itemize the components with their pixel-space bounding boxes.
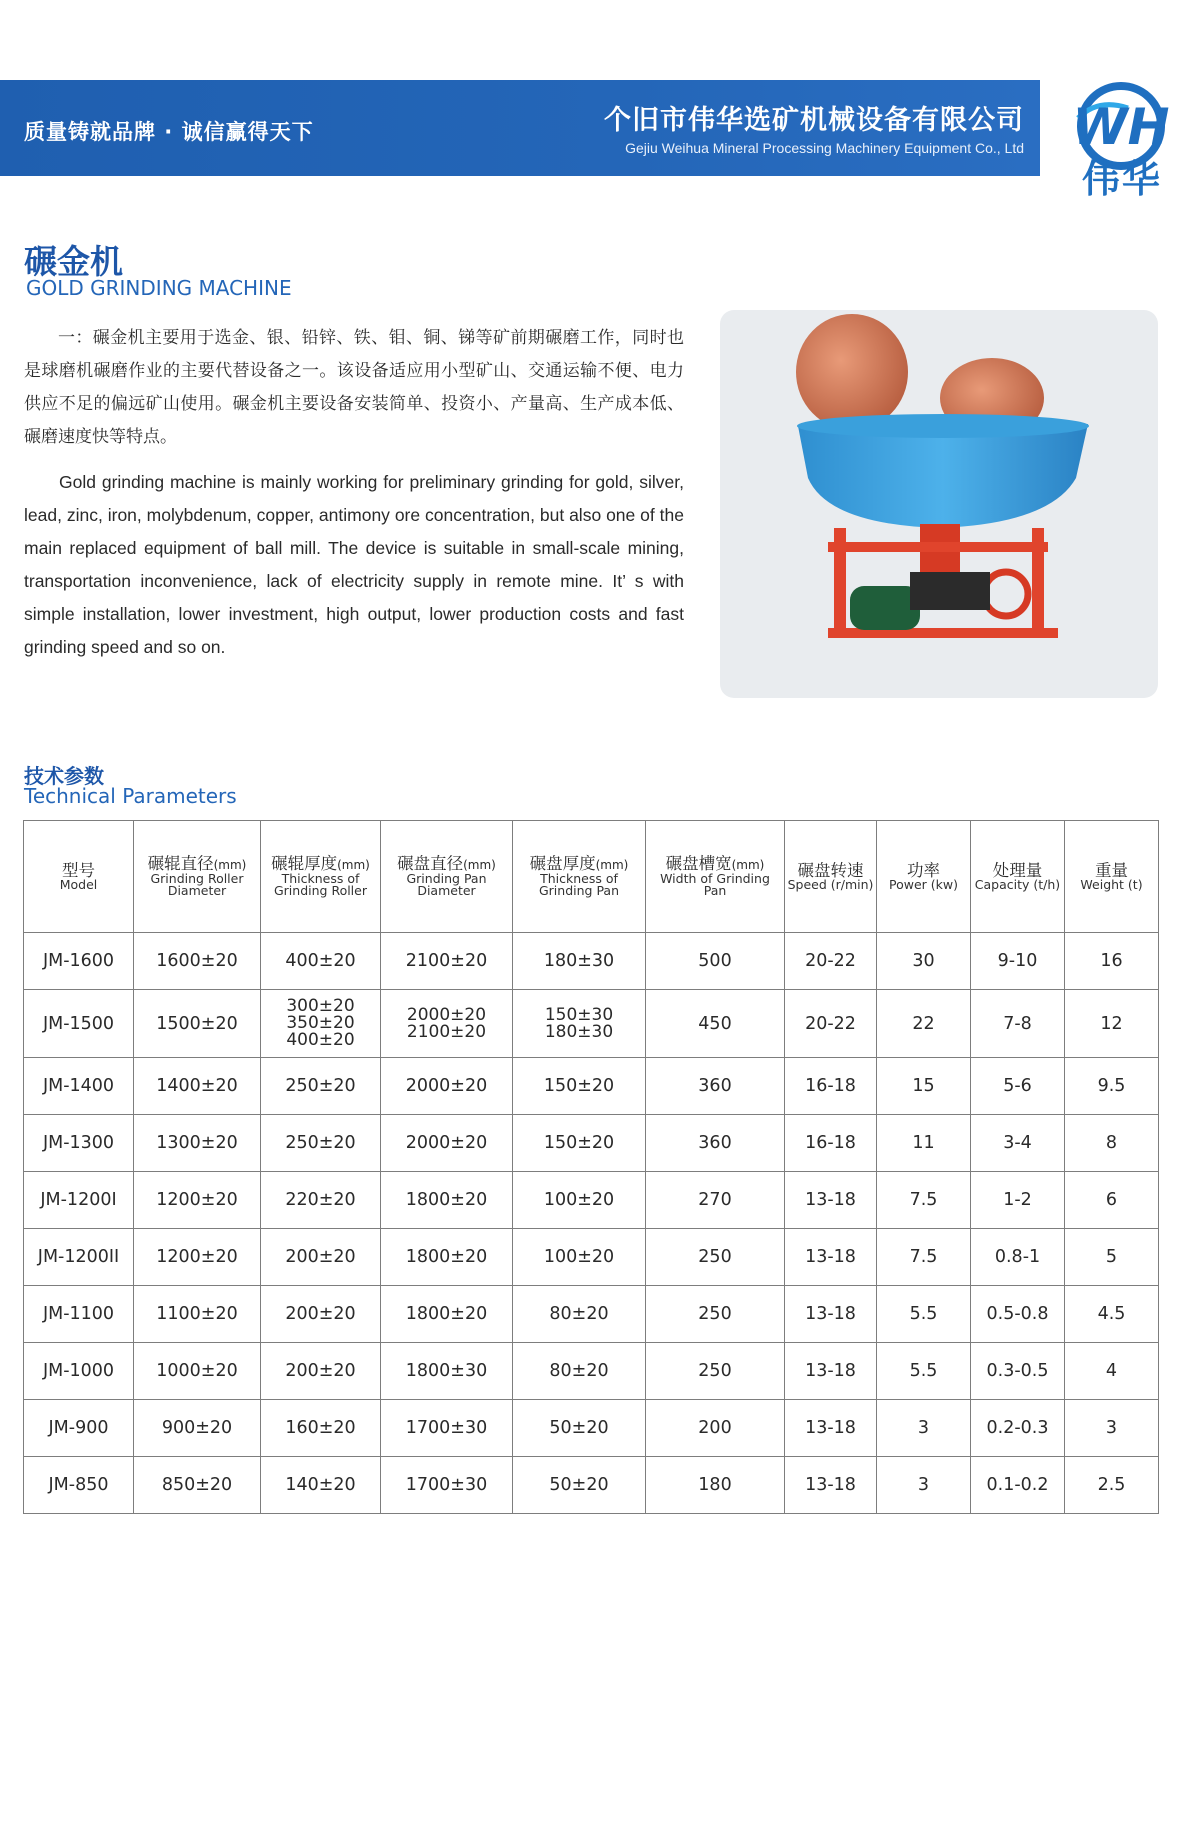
table-cell: 3 — [877, 1400, 971, 1457]
table-cell: 500 — [646, 933, 785, 990]
column-header — [134, 821, 261, 933]
column-header — [877, 821, 971, 933]
column-header-cn: 重量 — [1095, 860, 1128, 880]
table-cell: 200±20 — [261, 1343, 381, 1400]
column-header — [24, 821, 134, 933]
table-row — [24, 1343, 1159, 1400]
table-cell: 7-8 — [971, 990, 1065, 1058]
table-cell: 5-6 — [971, 1058, 1065, 1115]
column-header — [381, 821, 513, 933]
column-header-cn: 碾辊直径(mm) — [147, 854, 247, 873]
table-cell: 0.3-0.5 — [971, 1343, 1065, 1400]
column-header — [646, 821, 785, 933]
table-cell: 200±20 — [261, 1229, 381, 1286]
table-cell — [381, 990, 513, 1058]
grinding-machine-illustration — [720, 310, 1158, 698]
table-cell: 1800±20 — [381, 1286, 513, 1343]
table-row — [24, 933, 1159, 990]
table-cell — [261, 990, 381, 1058]
table-cell: 180±30 — [513, 933, 646, 990]
table-cell: 9-10 — [971, 933, 1065, 990]
table-cell: 250±20 — [261, 1115, 381, 1172]
table-cell: 3-4 — [971, 1115, 1065, 1172]
table-cell: 2000±20 — [381, 1058, 513, 1115]
table-cell: 0.8-1 — [971, 1229, 1065, 1286]
table-cell: 9.5 — [1065, 1058, 1159, 1115]
table-cell: JM-1200I — [24, 1172, 134, 1229]
column-header-en: Thickness of Grinding Roller — [273, 871, 367, 898]
column-header-en: Grinding Roller Diameter — [150, 871, 244, 898]
column-header-en: Width of Grinding Pan — [660, 871, 770, 898]
company-name-en: Gejiu Weihua Mineral Processing Machinery Equipment Co., Ltd — [625, 140, 1024, 156]
table-cell: 150±20 — [513, 1115, 646, 1172]
product-title-en: GOLD GRINDING MACHINE — [26, 276, 292, 300]
product-description-cn: 一：碾金机主要用于选金、银、铅锌、铁、钼、铜、锑等矿前期碾磨工作，同时也是球磨机碾磨作业的主要代替设备之一。该设备适应用小型矿山、交通运输不便、电力供应不足的偏远矿山使用。碾金机主要设备安装简单、投资小、产量高、生产成本低、碾磨速度快等特点。 — [24, 328, 684, 447]
table-cell: 1600±20 — [134, 933, 261, 990]
column-header-en: Speed (r/min) — [787, 876, 874, 892]
table-cell: 100±20 — [513, 1229, 646, 1286]
column-header-en: Weight (t) — [1080, 876, 1143, 892]
table-cell: 13-18 — [785, 1400, 877, 1457]
table-cell: 2000±20 — [381, 1115, 513, 1172]
table-cell: JM-1600 — [24, 933, 134, 990]
table-cell: JM-1400 — [24, 1058, 134, 1115]
table-cell: 400±20 — [261, 933, 381, 990]
table-cell-line: 2100±20 — [406, 1021, 487, 1042]
table-row — [24, 1115, 1159, 1172]
slogan: 质量铸就品牌 · 诚信赢得天下 — [24, 120, 314, 144]
column-header-en: Grinding Pan Diameter — [406, 871, 487, 898]
table-cell: JM-850 — [24, 1457, 134, 1514]
header-banner — [0, 80, 1040, 176]
table-cell: 50±20 — [513, 1400, 646, 1457]
table-cell: 0.1-0.2 — [971, 1457, 1065, 1514]
table-cell: 250 — [646, 1286, 785, 1343]
table-cell: 7.5 — [877, 1229, 971, 1286]
table-cell: 270 — [646, 1172, 785, 1229]
table-row — [24, 1457, 1159, 1514]
column-header — [513, 821, 646, 933]
table-cell: 16-18 — [785, 1115, 877, 1172]
table-cell: 20-22 — [785, 990, 877, 1058]
product-description-en: Gold grinding machine is mainly working for preliminary grinding for gold, silver, lead, zinc, iron, molybdenum, copper, antimony ore concentration, but also one of the main replaced equipment of ball mill. The device is suitable in small-scale mining, transportation inconvenience, lack of electricity supply in remote mine. It’ s with simple installation, lower investment, high output, lower production costs and fast grinding speed and so on. — [24, 472, 684, 657]
table-cell: 7.5 — [877, 1172, 971, 1229]
table-cell: 1300±20 — [134, 1115, 261, 1172]
table-row — [24, 1229, 1159, 1286]
table-cell: 80±20 — [513, 1286, 646, 1343]
svg-text:WH: WH — [1072, 98, 1170, 156]
table-cell: JM-1300 — [24, 1115, 134, 1172]
table-cell: JM-1200II — [24, 1229, 134, 1286]
table-cell: 200±20 — [261, 1286, 381, 1343]
column-header-cn: 碾盘直径(mm) — [397, 854, 496, 873]
table-cell: 12 — [1065, 990, 1159, 1058]
params-heading-cn: 技术参数 — [24, 764, 104, 788]
column-header-cn: 处理量 — [992, 860, 1043, 880]
column-header-cn: 碾盘转速 — [797, 860, 864, 880]
table-cell: 1800±30 — [381, 1343, 513, 1400]
column-header-unit: (mm) — [731, 858, 765, 872]
table-cell: 30 — [877, 933, 971, 990]
table-cell: 16 — [1065, 933, 1159, 990]
table-cell: 1400±20 — [134, 1058, 261, 1115]
table-row — [24, 990, 1159, 1058]
table-cell: 160±20 — [261, 1400, 381, 1457]
parameters-table — [23, 820, 1159, 1514]
table-cell: 15 — [877, 1058, 971, 1115]
table-cell: 13-18 — [785, 1172, 877, 1229]
column-header-en: Thickness of Grinding Pan — [538, 871, 620, 898]
table-cell: 360 — [646, 1058, 785, 1115]
table-cell: 4 — [1065, 1343, 1159, 1400]
table-cell: 250 — [646, 1343, 785, 1400]
table-cell: 250 — [646, 1229, 785, 1286]
table-cell: 450 — [646, 990, 785, 1058]
table-cell: JM-900 — [24, 1400, 134, 1457]
table-cell: 80±20 — [513, 1343, 646, 1400]
table-cell: 200 — [646, 1400, 785, 1457]
table-row — [24, 1286, 1159, 1343]
column-header-unit: (mm) — [463, 858, 496, 872]
table-cell: 220±20 — [261, 1172, 381, 1229]
table-cell-line: 350±20 — [286, 1013, 355, 1033]
table-cell: JM-1500 — [24, 990, 134, 1058]
column-header — [785, 821, 877, 933]
column-header-cn: 碾盘厚度(mm) — [529, 854, 629, 873]
table-cell-line: 150±30 — [544, 1004, 614, 1025]
table-cell: 360 — [646, 1115, 785, 1172]
table-cell: 11 — [877, 1115, 971, 1172]
table-cell: 0.5-0.8 — [971, 1286, 1065, 1343]
column-header-cn: 碾盘槽宽(mm) — [665, 854, 765, 873]
table-cell: 1-2 — [971, 1172, 1065, 1229]
table-cell: 20-22 — [785, 933, 877, 990]
table-row — [24, 1172, 1159, 1229]
table-cell: 3 — [877, 1457, 971, 1514]
column-header-cn: 型号 — [62, 860, 95, 880]
product-photo — [720, 310, 1158, 698]
table-cell: 1200±20 — [134, 1172, 261, 1229]
table-cell: 5.5 — [877, 1286, 971, 1343]
table-cell: JM-1000 — [24, 1343, 134, 1400]
table-cell: 5 — [1065, 1229, 1159, 1286]
table-cell: 13-18 — [785, 1457, 877, 1514]
table-row — [24, 1058, 1159, 1115]
table-cell: 22 — [877, 990, 971, 1058]
params-heading-en: Technical Parameters — [24, 784, 237, 808]
column-header-en: Model — [59, 876, 98, 892]
column-header-unit: (mm) — [595, 858, 629, 872]
table-cell: 900±20 — [134, 1400, 261, 1457]
logo-text: 伟华 — [1081, 157, 1162, 201]
table-cell: 1700±30 — [381, 1457, 513, 1514]
table-cell: 2100±20 — [381, 933, 513, 990]
table-cell: 250±20 — [261, 1058, 381, 1115]
table-cell: 5.5 — [877, 1343, 971, 1400]
table-cell: 1800±20 — [381, 1172, 513, 1229]
table-cell: 13-18 — [785, 1229, 877, 1286]
table-cell: 180 — [646, 1457, 785, 1514]
table-cell: 8 — [1065, 1115, 1159, 1172]
table-cell: 850±20 — [134, 1457, 261, 1514]
table-cell: 0.2-0.3 — [971, 1400, 1065, 1457]
table-cell: 6 — [1065, 1172, 1159, 1229]
table-cell: 1000±20 — [134, 1343, 261, 1400]
column-header — [261, 821, 381, 933]
table-cell-line: 400±20 — [286, 1030, 355, 1050]
table-cell: 1200±20 — [134, 1229, 261, 1286]
column-header — [1065, 821, 1159, 933]
table-cell: JM-1100 — [24, 1286, 134, 1343]
table-cell: 50±20 — [513, 1457, 646, 1514]
table-cell: 3 — [1065, 1400, 1159, 1457]
table-body — [24, 933, 1159, 1514]
table-cell-line: 2000±20 — [406, 1004, 487, 1025]
table-cell — [513, 990, 646, 1058]
table-cell-line: 300±20 — [286, 996, 355, 1016]
table-cell: 1800±20 — [381, 1229, 513, 1286]
table-cell: 1500±20 — [134, 990, 261, 1058]
company-name-cn: 个旧市伟华选矿机械设备有限公司 — [604, 105, 1024, 136]
table-cell: 150±20 — [513, 1058, 646, 1115]
table-cell: 1100±20 — [134, 1286, 261, 1343]
column-header-unit: (mm) — [213, 858, 247, 872]
column-header-en: Power (kw) — [889, 876, 958, 892]
column-header-cn: 碾辊厚度(mm) — [271, 854, 370, 873]
table-row — [24, 1400, 1159, 1457]
column-header-unit: (mm) — [337, 858, 370, 872]
table-cell: 140±20 — [261, 1457, 381, 1514]
column-header — [971, 821, 1065, 933]
table-cell: 13-18 — [785, 1343, 877, 1400]
table-cell-line: 180±30 — [544, 1021, 614, 1042]
table-cell: 2.5 — [1065, 1457, 1159, 1514]
table-cell: 1700±30 — [381, 1400, 513, 1457]
column-header-cn: 功率 — [907, 860, 940, 880]
table-cell: 16-18 — [785, 1058, 877, 1115]
product-title-cn: 碾金机 — [24, 242, 123, 281]
table-header-row — [24, 821, 1159, 933]
table-cell: 4.5 — [1065, 1286, 1159, 1343]
table-cell: 13-18 — [785, 1286, 877, 1343]
column-header-en: Capacity (t/h) — [974, 876, 1061, 892]
table-cell: 100±20 — [513, 1172, 646, 1229]
